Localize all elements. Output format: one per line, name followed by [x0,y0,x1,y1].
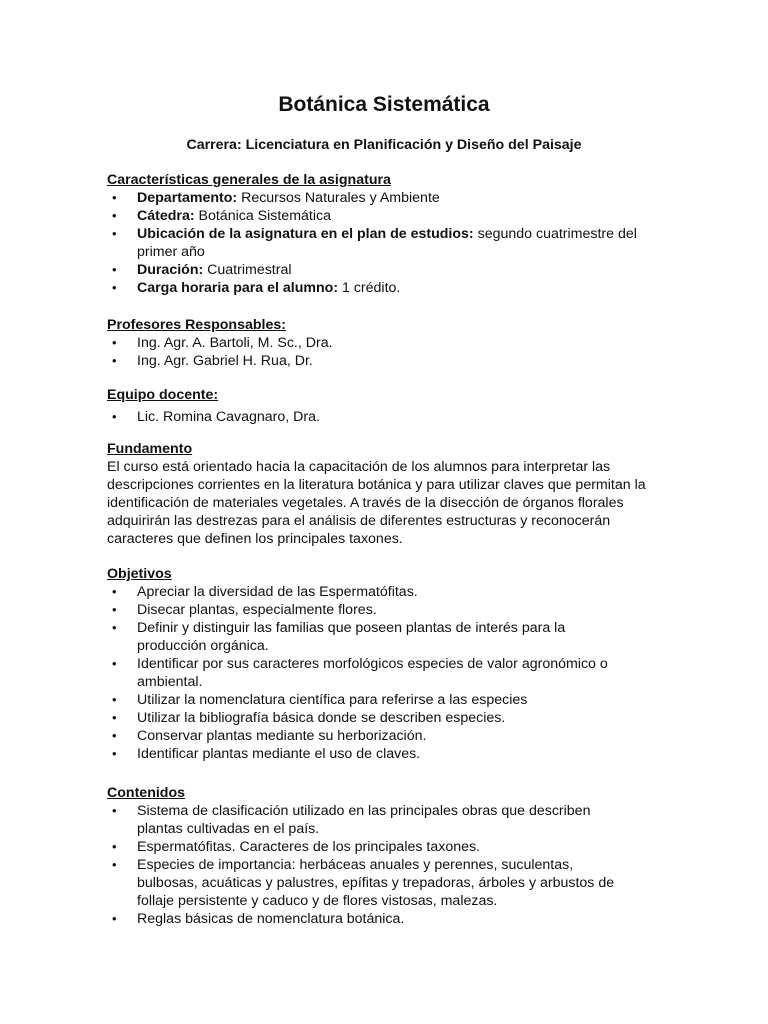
list-item: • Disecar plantas, especialmente flores. [107,601,637,619]
contenidos-list [107,802,637,928]
list-item [107,225,667,261]
section-heading-equipo: Equipo docente: [107,387,219,403]
section-caracteristicas [107,171,667,297]
list-item: • Espermatófitas. Caracteres de los principales taxones. [107,838,637,856]
item-value: 1 crédito. [338,280,401,296]
list-item: • Sistema de clasificación utilizado en las principales obras que describen plantas cultivadas en el país. [107,802,637,838]
equipo-list [107,408,667,426]
objetivos-list [107,583,637,763]
list-item [107,189,667,207]
list-item: • Utilizar la nomenclatura científica para referirse a las especies [107,691,637,709]
item-label: Ubicación de la asignatura en el plan de estudios: [137,226,474,242]
section-profesores [107,316,667,370]
list-item: • Lic. Romina Cavagnaro, Dra. [107,408,667,426]
list-item: • Reglas básicas de nomenclatura botánica. [107,910,637,928]
section-objetivos [107,565,667,763]
list-item: • Ing. Agr. A. Bartoli, M. Sc., Dra. [107,334,667,352]
list-item [107,279,667,297]
section-contenidos [107,784,667,928]
list-item [107,261,667,279]
section-heading-fundamento: Fundamento [107,441,193,457]
list-item: • Apreciar la diversidad de las Espermatófitas. [107,583,637,601]
item-label: Cátedra: [137,208,195,224]
list-item: • Utilizar la bibliografía básica donde se describen especies. [107,709,637,727]
section-equipo [107,386,667,426]
caracteristicas-list [107,189,667,297]
item-value: Cuatrimestral [203,262,292,278]
document-subtitle: Carrera: Licenciatura en Planificación y Diseño del Paisaje [186,137,582,153]
item-label: Departamento: [137,190,238,206]
item-label: Duración: [137,262,204,278]
list-item: • Especies de importancia: herbáceas anuales y perennes, suculentas, bulbosas, acuáticas y palustres, epífitas y trepadoras, árboles y arbustos de follaje persistente y caduco y de flores vistosas, malezas. [107,856,637,910]
list-item [107,207,667,225]
list-item: • Ing. Agr. Gabriel H. Rua, Dr. [107,352,667,370]
section-fundamento [107,440,667,548]
section-heading-profesores: Profesores Responsables: [107,317,286,333]
fundamento-paragraph: El curso está orientado hacia la capacitación de los alumnos para interpretar las descripciones corrientes en la literatura botánica y para utilizar claves que permitan la identificación de materiales vegetales. A través de la disección de órganos florales adquirirán las destrezas para el análisis de diferentes estructuras y reconocerán caracteres que definen los principales taxones. [107,459,646,547]
item-value: segundo cuatrimestre del primer año [137,226,637,260]
list-item: • Definir y distinguir las familias que poseen plantas de interés para la producción orgánica. [107,619,637,655]
item-value: Botánica Sistemática [194,208,331,224]
profesores-list [107,334,667,370]
item-label: Carga horaria para el alumno: [137,280,339,296]
item-value: Recursos Naturales y Ambiente [237,190,440,206]
document-title: Botánica Sistemática [278,93,490,116]
list-item: • Identificar por sus caracteres morfológicos especies de valor agronómico o ambiental. [107,655,637,691]
section-heading-objetivos: Objetivos [107,566,172,582]
list-item: • Conservar plantas mediante su herborización. [107,727,637,745]
section-heading-caracteristicas: Características generales de la asignatura [107,172,391,188]
section-heading-contenidos: Contenidos [107,785,186,801]
list-item: • Identificar plantas mediante el uso de claves. [107,745,637,763]
